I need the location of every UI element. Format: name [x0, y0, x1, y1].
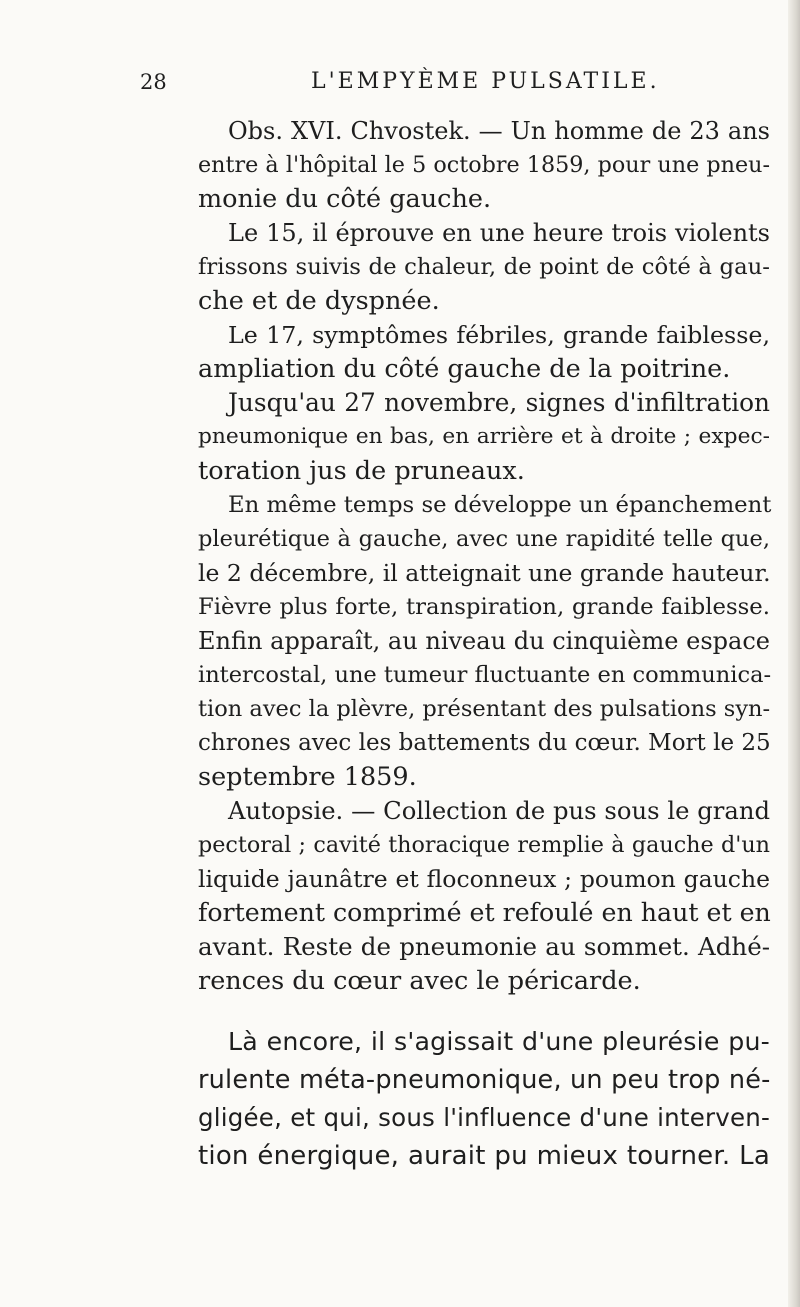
text-line: fortement comprimé et refoulé en haut et en [198, 898, 771, 927]
text-line: pneumonique en bas, en arrière et à droite ; expec- [198, 424, 770, 449]
text-line: Là encore, il s'agissait d'une pleurésie pu- [228, 1027, 770, 1056]
text-line: septembre 1859. [198, 762, 417, 792]
text-line: toration jus de pruneaux. [198, 456, 525, 486]
text-line: che et de dyspnée. [198, 286, 440, 316]
page-number: 28 [140, 70, 167, 94]
text-line: rulente méta-pneumonique, un peu trop né- [198, 1065, 771, 1095]
text-line: le 2 décembre, il atteignait une grande hauteur. [198, 559, 771, 587]
text-line: Autopsie. — Collection de pus sous le grand [228, 796, 770, 825]
text-line: Le 15, il éprouve en une heure trois violents [228, 219, 770, 247]
text-line: Le 17, symptômes fébriles, grande faiblesse, [228, 321, 770, 349]
text-line: tion avec la plèvre, présentant des pulsations syn- [198, 696, 771, 722]
text-line: Jusqu'au 27 novembre, signes d'infiltration [228, 388, 770, 417]
text-line: Obs. XVI. Chvostek. — Un homme de 23 ans [228, 117, 770, 145]
text-line: monie du côté gauche. [198, 184, 492, 214]
text-line: liquide jaunâtre et floconneux ; poumon gauche [198, 865, 770, 893]
text-line: Fièvre plus forte, transpiration, grande faiblesse. [198, 594, 770, 620]
text-line: avant. Reste de pneumonie au sommet. Adhé- [198, 932, 770, 961]
text-line: intercostal, une tumeur fluctuante en communica- [198, 662, 772, 688]
text-line: ampliation du côté gauche de la poitrine. [198, 354, 731, 384]
text-line: En même temps se développe un épanchement [228, 492, 772, 518]
text-line: pectoral ; cavité thoracique remplie à gauche d'un [198, 832, 770, 858]
text-line: gligée, et qui, sous l'influence d'une interven- [198, 1103, 770, 1132]
page-edge-shadow [788, 0, 800, 1307]
text-line: pleurétique à gauche, avec une rapidité telle que, [198, 526, 770, 552]
running-head [140, 64, 780, 100]
text-line: tion énergique, aurait pu mieux tourner. La [198, 1141, 770, 1171]
text-line: rences du cœur avec le péricarde. [198, 966, 641, 996]
text-line: entre à l'hôpital le 5 octobre 1859, pour une pneu- [198, 152, 770, 178]
running-title: L'EMPYÈME PULSATILE. [311, 69, 660, 94]
text-line: Enfin apparaît, au niveau du cinquième espace [198, 627, 770, 655]
text-line: chrones avec les battements du cœur. Mort le 25 [198, 730, 771, 756]
text-line: frissons suivis de chaleur, de point de côté à gau- [198, 254, 770, 280]
